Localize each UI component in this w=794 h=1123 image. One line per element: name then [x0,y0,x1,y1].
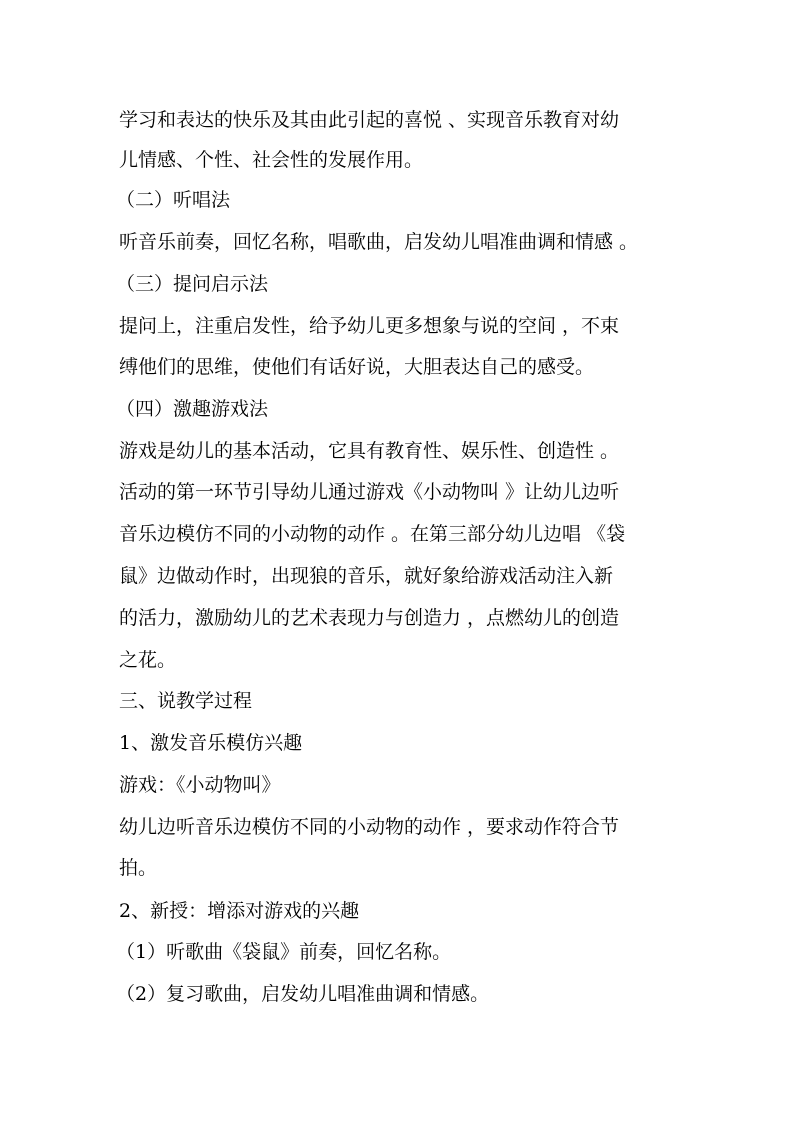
subsection-heading: 1、激发音乐模仿兴趣 [119,732,303,754]
body-text-line: 儿情感、个性、社会性的发展作用。 [119,149,424,171]
body-text-line: 听音乐前奏，回忆名称，唱歌曲，启发幼儿唱准曲调和情感 。 [119,231,639,253]
body-text-line: 学习和表达的快乐及其由此引起的喜悦 、实现音乐教育对幼 [119,109,620,131]
body-text-line: 缚他们的思维，使他们有话好说，大胆表达自己的感受。 [119,356,595,378]
body-text-line: 游戏是幼儿的基本活动，它具有教育性、娱乐性、创造性 。 [119,440,620,462]
body-text-line: 活动的第一环节引导幼儿通过游戏《小动物叫 》让幼儿边听 [119,481,620,503]
section-heading: （三）提问启示法 [116,273,269,295]
subsection-heading: 2、新授：增添对游戏的兴趣 [119,900,360,922]
section-heading: （四）激趣游戏法 [116,398,269,420]
body-text-line: 之花。 [119,649,177,671]
body-text-line: 音乐边模仿不同的小动物的动作 。在第三部分幼儿边唱 《袋 [119,523,626,545]
body-text-line: （1）听歌曲《袋鼠》前奏，回忆名称。 [116,941,452,963]
section-heading: （二）听唱法 [116,189,231,211]
body-text-line: 游戏：《小动物叫》 [119,774,281,796]
body-text-line: 幼儿边听音乐边模仿不同的小动物的动作 ，要求动作符合节 [119,816,620,838]
body-text-line: 拍。 [119,857,158,879]
section-heading: 三、说教学过程 [119,690,253,712]
body-text-line: 鼠》边做动作时，出现狼的音乐，就好象给游戏活动注入新 [119,565,614,587]
body-text-line: （2）复习歌曲，启发幼儿唱准曲调和情感。 [116,983,490,1005]
body-text-line: 提问上，注重启发性，给予幼儿更多想象与说的空间 ，不束 [119,315,620,337]
body-text-line: 的活力，激励幼儿的艺术表现力与创造力 ，点燃幼儿的创造 [119,607,620,629]
